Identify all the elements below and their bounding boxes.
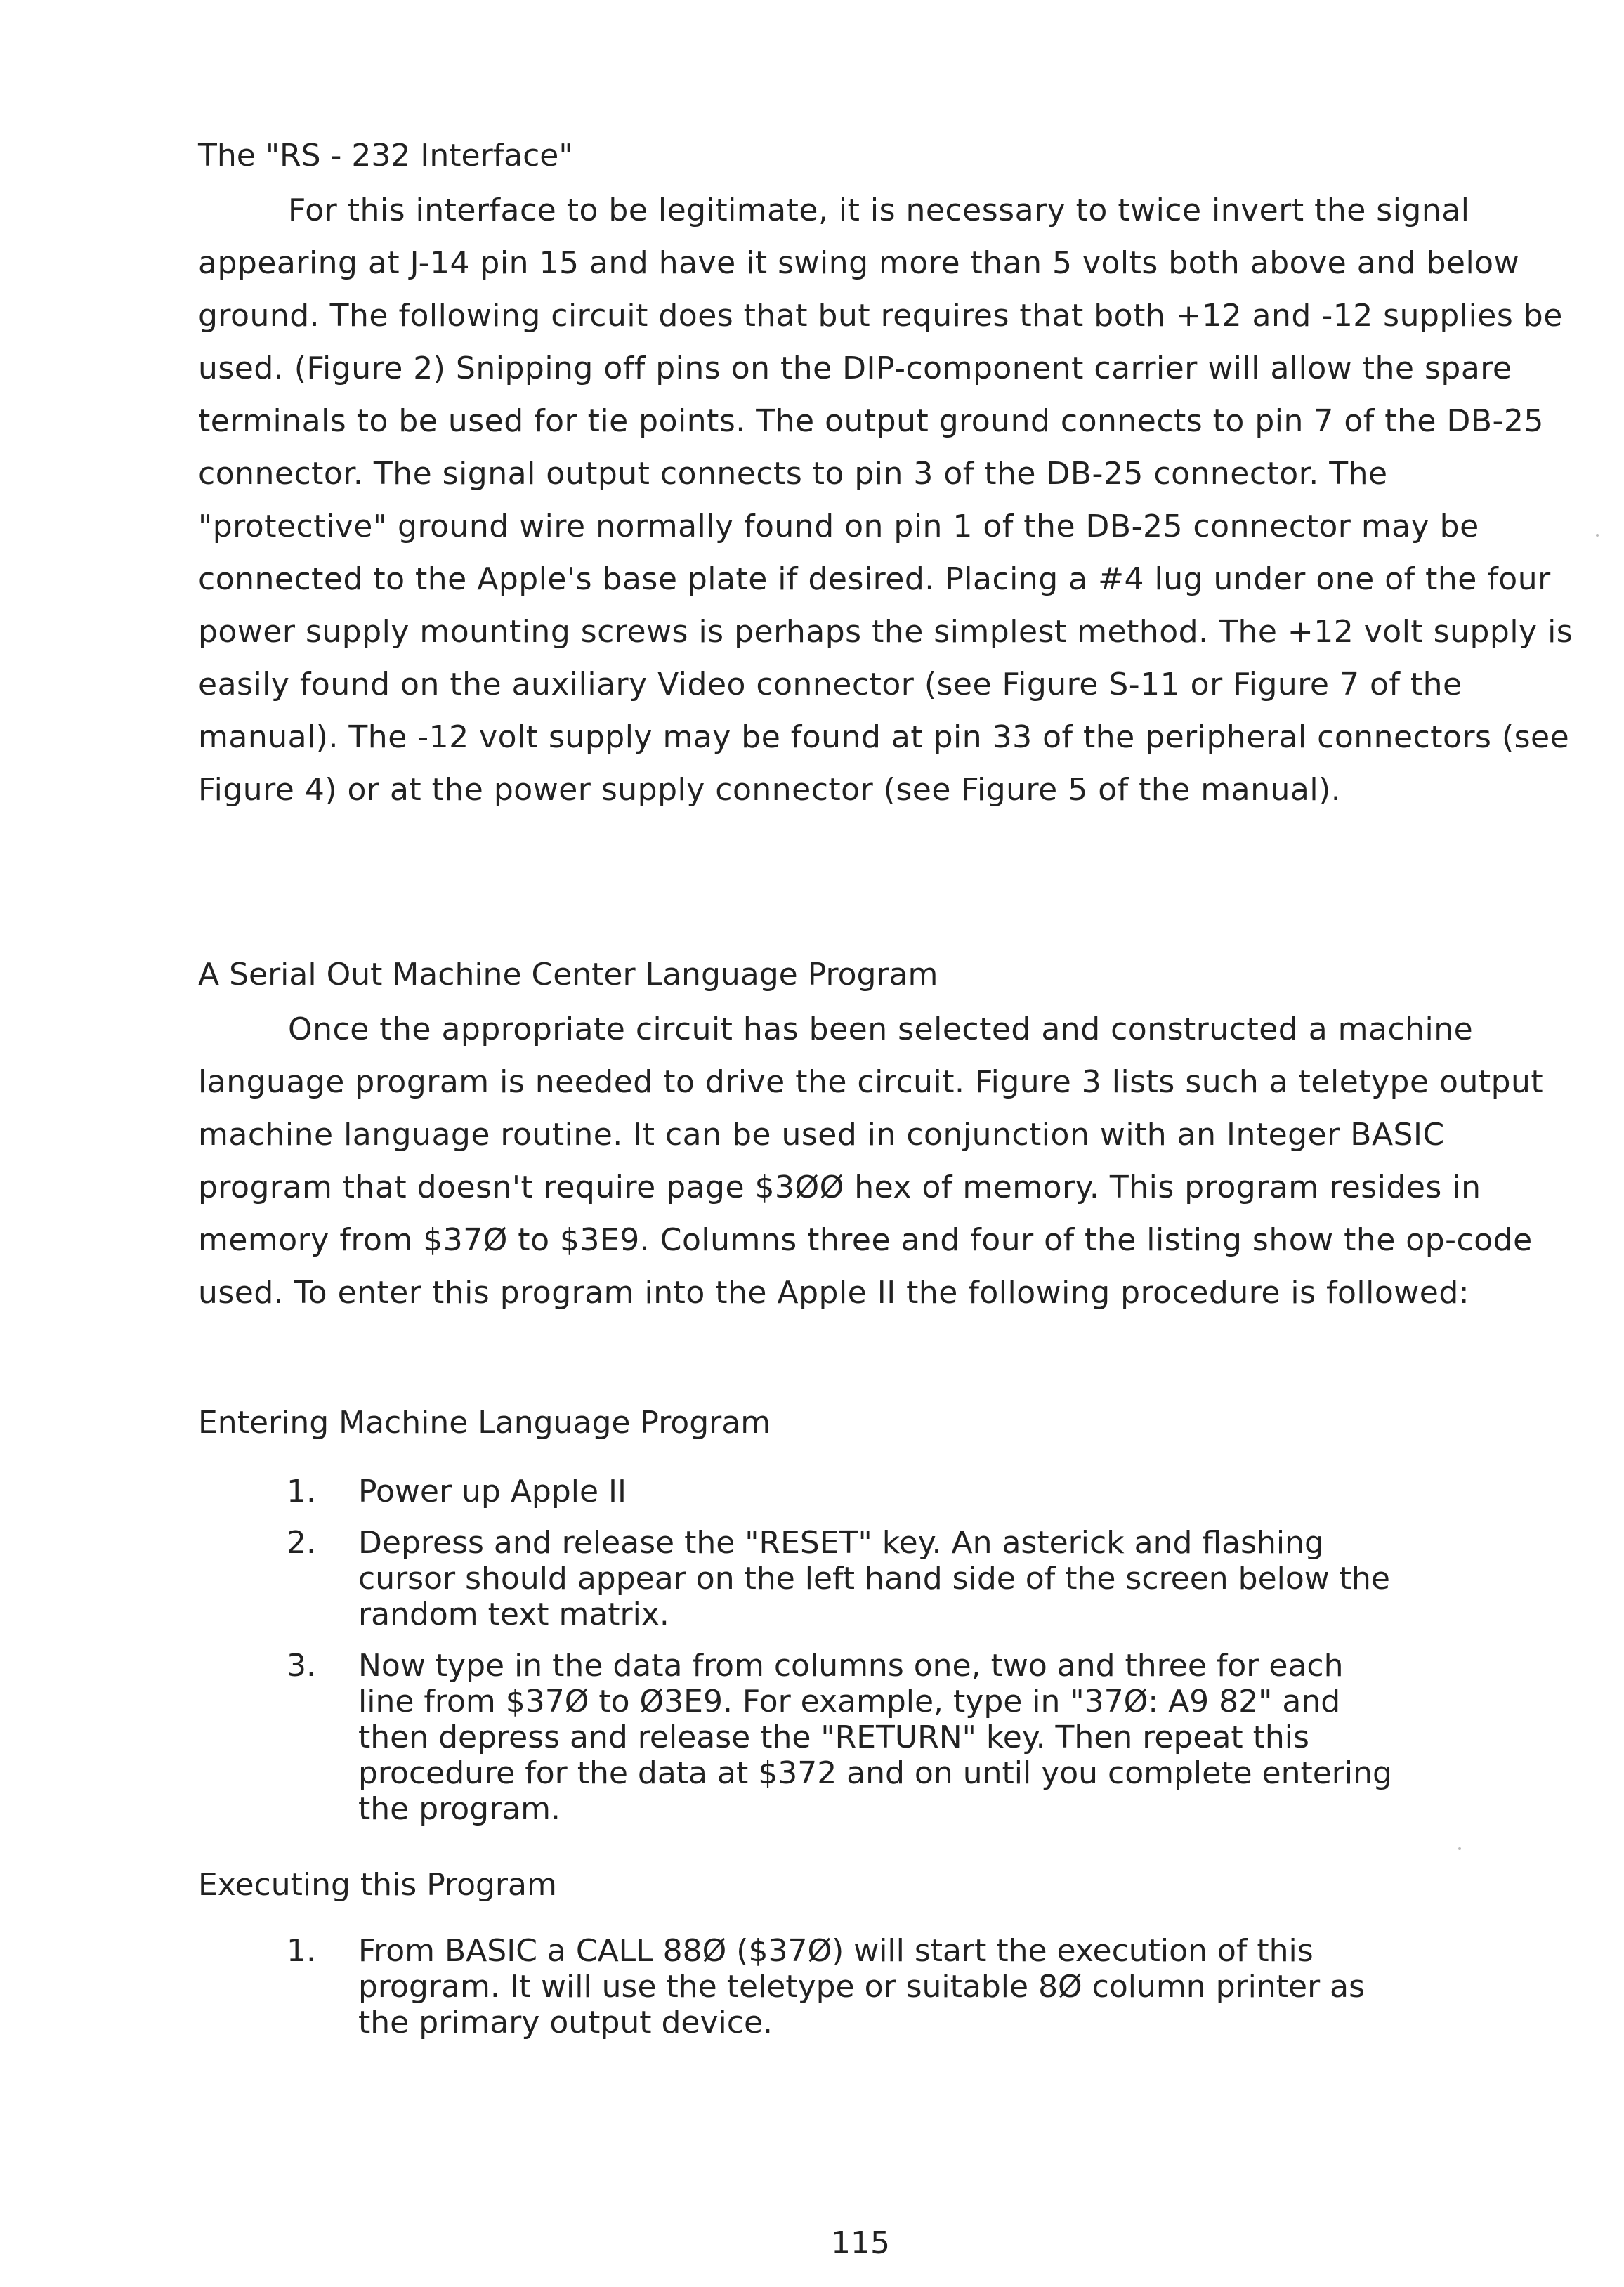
scan-speck: [1458, 1847, 1461, 1850]
list-item-text: Depress and release the "RESET" key. An asterick and flashing cursor should appear on the left hand side of the screen below the random text matrix.: [358, 1525, 1390, 1632]
list-item-text: Power up Apple II: [358, 1474, 627, 1509]
list-item-number: 3.: [287, 1648, 316, 1684]
section-heading-rs232: The "RS - 232 Interface": [198, 138, 573, 173]
list-item: [198, 1474, 1392, 1509]
scan-speck: [1596, 534, 1599, 537]
section-body-rs232: [198, 184, 1575, 816]
list-item: [198, 1933, 1392, 2040]
section-heading-entering: Entering Machine Language Program: [198, 1405, 771, 1441]
list-item-text: From BASIC a CALL 88Ø ($37Ø) will start the execution of this program. It will use the teletype or suitable 8Ø column printer as the primary output device.: [358, 1933, 1366, 2040]
list-item: [198, 1648, 1392, 1827]
list-item-number: 2.: [287, 1525, 316, 1561]
section-heading-serial-out: A Serial Out Machine Center Language Program: [198, 957, 938, 992]
section-heading-executing: Executing this Program: [198, 1867, 557, 1903]
page-number: 115: [831, 2225, 890, 2261]
executing-steps-list: [198, 1933, 1392, 2056]
list-item-number: 1.: [287, 1933, 316, 1969]
paragraph-rs232: For this interface to be legitimate, it is necessary to twice invert the signal appearing at J-14 pin 15 and have it swing more than 5 volts both above and below ground. The following circuit does that but requires that both +12 and -12 supplies be used. (Figure 2) Snipping off pins on the DIP-component carrier will allow the spare terminals to be used for tie points. The output ground connects to pin 7 of the DB-25 connector. The signal output connects to pin 3 of the DB-25 connector. The "protective" ground wire normally found on pin 1 of the DB-25 connector may be connected to the Apple's base plate if desired. Placing a #4 lug under one of the four power supply mounting screws is perhaps the simplest method. The +12 volt supply is easily found on the auxiliary Video connector (see Figure S-11 or Figure 7 of the manual). The -12 volt supply may be found at pin 33 of the peripheral connectors (see Figure 4) or at the power supply connector (see Figure 5 of the manual).: [198, 192, 1573, 808]
section-body-serial-out: [198, 1003, 1575, 1319]
list-item: [198, 1525, 1392, 1632]
entering-steps-list: [198, 1474, 1392, 1842]
list-item-number: 1.: [287, 1474, 316, 1509]
list-item-text: Now type in the data from columns one, two and three for each line from $37Ø to Ø3E9. For example, type in "37Ø: A9 82" and then depress and release the "RETURN" key. Then repeat this procedure for the data at $372 and on until you complete entering the program.: [358, 1648, 1392, 1827]
paragraph-serial-out: Once the appropriate circuit has been selected and constructed a machine language program is needed to drive the circuit. Figure 3 lists such a teletype output machine language routine. It can be used in conjunction with an Integer BASIC program that doesn't require page $3ØØ hex of memory. This program resides in memory from $37Ø to $3E9. Columns three and four of the listing show the op-code used. To enter this program into the Apple II the following procedure is followed:: [198, 1011, 1544, 1311]
